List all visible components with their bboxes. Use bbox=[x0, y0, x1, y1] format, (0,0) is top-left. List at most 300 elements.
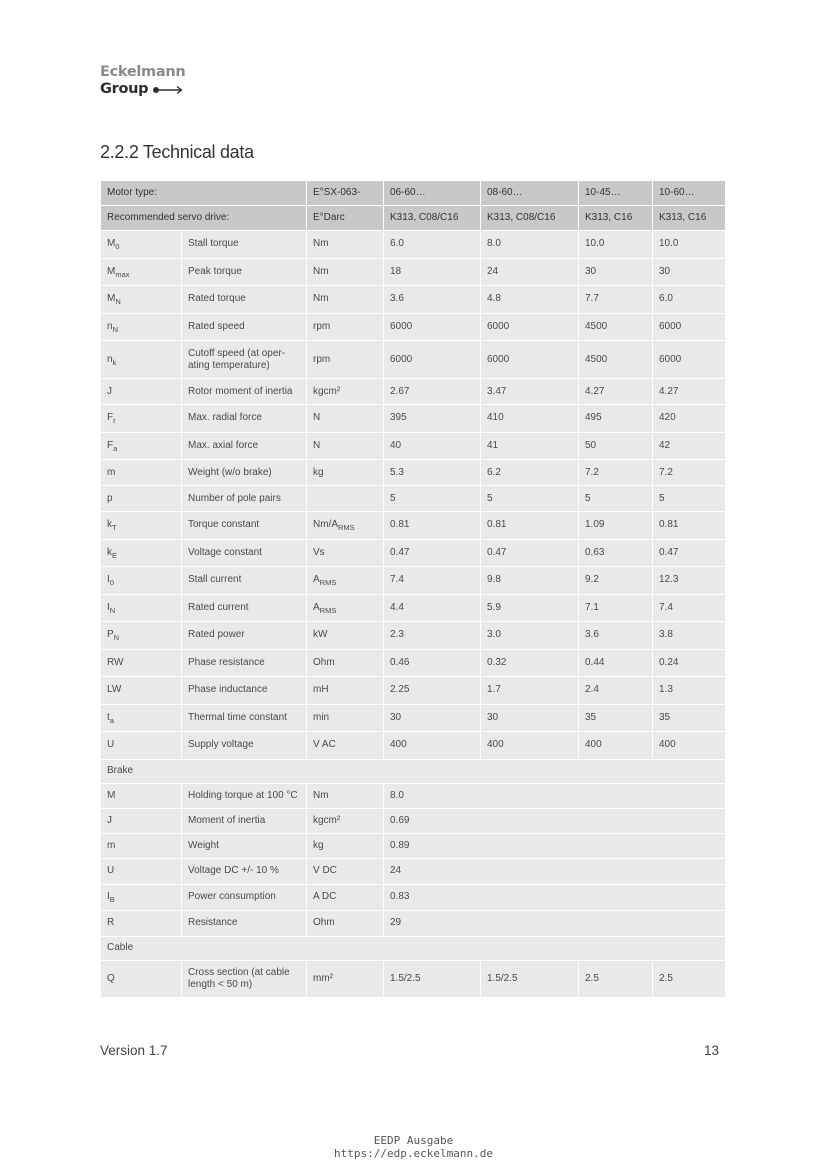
value-cell bbox=[384, 910, 726, 936]
unit: N bbox=[313, 412, 321, 424]
description-cell bbox=[182, 704, 307, 732]
value-cell bbox=[384, 341, 481, 379]
value-cell bbox=[481, 960, 579, 997]
value-cell bbox=[653, 960, 726, 997]
value: 6000 bbox=[659, 320, 682, 332]
description-cell bbox=[182, 432, 307, 460]
value-cell bbox=[579, 649, 653, 677]
value-cell bbox=[579, 622, 653, 650]
section-label-cable: Cable bbox=[107, 942, 134, 953]
symbol-cell bbox=[101, 732, 182, 760]
value-cell bbox=[481, 539, 579, 567]
unit-cell bbox=[307, 960, 384, 997]
logo-text-line2: Group bbox=[100, 81, 149, 97]
description-cell bbox=[182, 567, 307, 595]
symbol: n bbox=[107, 320, 113, 332]
section-label-cell bbox=[101, 759, 726, 783]
unit-subscript: RMS bbox=[319, 605, 337, 615]
header-value-cell bbox=[384, 181, 481, 206]
description: Power consumption bbox=[188, 891, 276, 902]
symbol: M bbox=[107, 265, 116, 277]
header-value: K313, C16 bbox=[659, 212, 707, 223]
value-cell bbox=[579, 567, 653, 595]
value: 4.8 bbox=[487, 293, 501, 305]
value: 395 bbox=[390, 412, 407, 424]
description-cell bbox=[182, 594, 307, 622]
value-cell bbox=[384, 258, 481, 286]
stamp-line1: EEDP Ausgabe bbox=[373, 1134, 454, 1147]
symbol-subscript: k bbox=[112, 357, 117, 367]
logo-text-line1: Eckelmann bbox=[100, 64, 186, 80]
brake-row bbox=[101, 808, 726, 833]
symbol: t bbox=[107, 711, 110, 723]
unit-cell bbox=[307, 286, 384, 314]
value: 0.81 bbox=[390, 519, 410, 531]
value-cell bbox=[384, 594, 481, 622]
symbol: RW bbox=[107, 656, 124, 668]
unit: Nm bbox=[313, 293, 329, 305]
value-cell bbox=[653, 512, 726, 540]
value: 7.4 bbox=[390, 574, 404, 586]
value: 6000 bbox=[390, 353, 413, 365]
value-cell bbox=[579, 512, 653, 540]
symbol: k bbox=[107, 519, 112, 531]
unit: min bbox=[313, 711, 330, 723]
unit: rpm bbox=[313, 353, 331, 365]
unit: Nm bbox=[313, 265, 329, 277]
unit: kg bbox=[313, 466, 324, 478]
value-cell bbox=[653, 594, 726, 622]
value: 400 bbox=[585, 739, 602, 751]
symbol-cell bbox=[101, 379, 182, 405]
description-cell bbox=[182, 379, 307, 405]
description-cell bbox=[182, 539, 307, 567]
symbol-cell bbox=[101, 231, 182, 259]
symbol-subscript: B bbox=[109, 895, 115, 904]
table-row bbox=[101, 732, 726, 760]
value: 2.5 bbox=[585, 972, 599, 984]
symbol-cell bbox=[101, 486, 182, 512]
symbol-cell bbox=[101, 286, 182, 314]
value: 6000 bbox=[487, 320, 510, 332]
value-cell bbox=[384, 677, 481, 705]
table-row bbox=[101, 539, 726, 567]
description-cell bbox=[182, 286, 307, 314]
unit-cell bbox=[307, 732, 384, 760]
symbol: J bbox=[107, 814, 112, 826]
value: 2.4 bbox=[585, 684, 599, 696]
unit: kg bbox=[313, 839, 324, 851]
value-cell bbox=[384, 567, 481, 595]
symbol: F bbox=[107, 439, 114, 451]
symbol-cell bbox=[101, 960, 182, 997]
header-label: Motor type: bbox=[107, 187, 158, 198]
symbol: F bbox=[107, 412, 114, 424]
unit-cell bbox=[307, 405, 384, 433]
value-cell bbox=[481, 594, 579, 622]
symbol: LW bbox=[107, 684, 122, 696]
symbol: U bbox=[107, 739, 115, 751]
symbol-cell bbox=[101, 512, 182, 540]
description: Rated power bbox=[188, 629, 245, 641]
value: 1.7 bbox=[487, 684, 501, 696]
unit: mm² bbox=[313, 972, 333, 984]
value: 7.1 bbox=[585, 601, 599, 613]
value: 0.69 bbox=[390, 814, 410, 826]
description: Rotor moment of inertia bbox=[188, 385, 293, 397]
section-row-brake bbox=[101, 759, 726, 783]
description: Max. axial force bbox=[188, 439, 259, 451]
header-label-cell bbox=[101, 206, 307, 231]
value-cell bbox=[579, 405, 653, 433]
value: 30 bbox=[390, 711, 402, 723]
value-cell bbox=[384, 313, 481, 341]
description-cell bbox=[182, 231, 307, 259]
technical-data-table bbox=[100, 180, 726, 998]
unit-cell bbox=[307, 341, 384, 379]
value-cell bbox=[481, 649, 579, 677]
symbol: m bbox=[107, 839, 116, 851]
table-row bbox=[101, 512, 726, 540]
brake-row bbox=[101, 884, 726, 910]
value: 3.47 bbox=[487, 385, 507, 397]
description: Voltage DC +/- 10 % bbox=[188, 865, 279, 876]
value-cell bbox=[384, 539, 481, 567]
header-value-cell bbox=[579, 181, 653, 206]
brake-row bbox=[101, 833, 726, 858]
value: 29 bbox=[390, 917, 402, 928]
description: Rated speed bbox=[188, 320, 245, 332]
value-cell bbox=[384, 649, 481, 677]
symbol-subscript: E bbox=[112, 550, 118, 560]
symbol-cell bbox=[101, 594, 182, 622]
company-logo bbox=[100, 64, 185, 98]
description: Holding torque at 100 °C bbox=[188, 789, 298, 801]
value-cell bbox=[384, 286, 481, 314]
header-value: 08-60… bbox=[487, 187, 523, 198]
description: Thermal time constant bbox=[188, 711, 287, 723]
value: 5 bbox=[487, 492, 493, 504]
header-value: K313, C08/C16 bbox=[390, 212, 459, 223]
value-cell bbox=[653, 539, 726, 567]
value-cell bbox=[481, 486, 579, 512]
symbol-subscript: N bbox=[113, 633, 120, 643]
value: 0.83 bbox=[390, 891, 410, 902]
value-cell bbox=[579, 677, 653, 705]
value: 9.8 bbox=[487, 574, 501, 586]
unit: mH bbox=[313, 684, 329, 696]
unit-cell bbox=[307, 486, 384, 512]
header-prefix: E°Darc bbox=[313, 212, 345, 223]
value: 41 bbox=[487, 439, 499, 451]
value: 6000 bbox=[390, 320, 413, 332]
description-cell bbox=[182, 405, 307, 433]
value: 10.0 bbox=[585, 238, 605, 250]
value: 410 bbox=[487, 412, 504, 424]
unit-cell bbox=[307, 783, 384, 808]
unit-cell bbox=[307, 833, 384, 858]
page-number: 13 bbox=[704, 1043, 720, 1058]
value: 6.0 bbox=[390, 238, 404, 250]
value-cell bbox=[653, 677, 726, 705]
symbol: M bbox=[107, 789, 116, 801]
value-cell bbox=[384, 460, 481, 486]
description: Resistance bbox=[188, 917, 238, 928]
symbol-cell bbox=[101, 460, 182, 486]
value-cell bbox=[653, 649, 726, 677]
description: Number of pole pairs bbox=[188, 492, 281, 504]
unit: Nm bbox=[313, 789, 329, 801]
value-cell bbox=[579, 379, 653, 405]
value: 400 bbox=[390, 739, 407, 751]
symbol-cell bbox=[101, 910, 182, 936]
value: 2.5 bbox=[659, 972, 673, 984]
symbol-cell bbox=[101, 677, 182, 705]
header-prefix: E°SX-063- bbox=[313, 187, 361, 198]
table-row bbox=[101, 567, 726, 595]
table-row bbox=[101, 649, 726, 677]
value-cell bbox=[481, 286, 579, 314]
value-cell bbox=[653, 622, 726, 650]
value: 4500 bbox=[585, 320, 608, 332]
description: Peak torque bbox=[188, 265, 242, 277]
unit: V AC bbox=[313, 739, 336, 751]
value-cell bbox=[653, 486, 726, 512]
value: 9.2 bbox=[585, 574, 599, 586]
description: Stall current bbox=[188, 574, 242, 586]
unit-cell bbox=[307, 884, 384, 910]
description-cell bbox=[182, 512, 307, 540]
unit-cell bbox=[307, 567, 384, 595]
unit-cell bbox=[307, 379, 384, 405]
value: 2.3 bbox=[390, 629, 404, 641]
value-cell bbox=[384, 833, 726, 858]
symbol: U bbox=[107, 865, 115, 876]
value: 24 bbox=[390, 865, 402, 876]
value: 0.81 bbox=[487, 519, 507, 531]
symbol-subscript: a bbox=[109, 715, 114, 725]
value-cell bbox=[653, 432, 726, 460]
symbol-cell bbox=[101, 649, 182, 677]
value-cell bbox=[384, 231, 481, 259]
description: Rated torque bbox=[188, 293, 246, 305]
symbol-cell bbox=[101, 704, 182, 732]
unit: V DC bbox=[313, 865, 337, 876]
value-cell bbox=[653, 313, 726, 341]
value: 3.6 bbox=[390, 293, 404, 305]
header-value-cell bbox=[653, 206, 726, 231]
value: 1.3 bbox=[659, 684, 673, 696]
unit-subscript: RMS bbox=[319, 578, 337, 588]
value-cell bbox=[481, 460, 579, 486]
value-cell bbox=[481, 567, 579, 595]
value-cell bbox=[481, 512, 579, 540]
value-cell bbox=[481, 313, 579, 341]
unit: kgcm² bbox=[313, 814, 341, 826]
description-cell bbox=[182, 258, 307, 286]
value: 400 bbox=[659, 739, 676, 751]
symbol-subscript: 0 bbox=[115, 242, 120, 252]
symbol-cell bbox=[101, 808, 182, 833]
value-cell bbox=[481, 732, 579, 760]
header-value-cell bbox=[481, 181, 579, 206]
cable-row bbox=[101, 960, 726, 997]
symbol-cell bbox=[101, 341, 182, 379]
value: 3.6 bbox=[585, 629, 599, 641]
symbol-subscript: max bbox=[115, 269, 130, 279]
value-cell bbox=[384, 379, 481, 405]
symbol-subscript: N bbox=[109, 605, 116, 615]
value-cell bbox=[579, 460, 653, 486]
value: 1.09 bbox=[585, 519, 605, 531]
value: 6000 bbox=[659, 353, 682, 365]
brake-row bbox=[101, 783, 726, 808]
value-cell bbox=[579, 231, 653, 259]
value: 12.3 bbox=[659, 574, 679, 586]
value-cell bbox=[579, 258, 653, 286]
footer-version: Version 1.7 bbox=[100, 1043, 168, 1058]
description: Torque constant bbox=[188, 519, 260, 531]
header-value-cell bbox=[481, 206, 579, 231]
value-cell bbox=[579, 286, 653, 314]
description-cell bbox=[182, 884, 307, 910]
value: 7.2 bbox=[585, 466, 599, 478]
table-row bbox=[101, 460, 726, 486]
symbol-subscript: T bbox=[112, 523, 117, 533]
value: 7.7 bbox=[585, 293, 599, 305]
value-cell bbox=[653, 405, 726, 433]
value-cell bbox=[481, 677, 579, 705]
unit-cell bbox=[307, 808, 384, 833]
value: 6000 bbox=[487, 353, 510, 365]
description: Max. radial force bbox=[188, 412, 262, 424]
value: 7.4 bbox=[659, 601, 673, 613]
description-cell bbox=[182, 486, 307, 512]
header-unit-cell bbox=[307, 206, 384, 231]
unit-cell bbox=[307, 594, 384, 622]
unit: kgcm² bbox=[313, 385, 341, 397]
description: Phase resistance bbox=[188, 656, 265, 668]
value-cell bbox=[653, 231, 726, 259]
header-value-cell bbox=[579, 206, 653, 231]
table-row bbox=[101, 258, 726, 286]
symbol: I bbox=[107, 574, 110, 586]
unit: Vs bbox=[313, 546, 325, 558]
symbol-cell bbox=[101, 783, 182, 808]
value-cell bbox=[384, 405, 481, 433]
unit-cell bbox=[307, 313, 384, 341]
symbol: n bbox=[107, 353, 113, 365]
value: 50 bbox=[585, 439, 597, 451]
section-label-cell bbox=[101, 936, 726, 960]
value: 5.9 bbox=[487, 601, 501, 613]
value-cell bbox=[579, 313, 653, 341]
description-cell bbox=[182, 649, 307, 677]
unit-cell bbox=[307, 622, 384, 650]
value: 1.5/2.5 bbox=[487, 972, 518, 984]
table-row bbox=[101, 231, 726, 259]
table-row bbox=[101, 677, 726, 705]
description: Cutoff speed (at oper-ating temperature) bbox=[188, 347, 286, 371]
value: 4.27 bbox=[659, 385, 679, 397]
value: 3.8 bbox=[659, 629, 673, 641]
table-row bbox=[101, 341, 726, 379]
table-row bbox=[101, 286, 726, 314]
description: Voltage constant bbox=[188, 546, 262, 558]
description-cell bbox=[182, 783, 307, 808]
unit-cell bbox=[307, 910, 384, 936]
value: 2.67 bbox=[390, 385, 410, 397]
value: 2.25 bbox=[390, 684, 410, 696]
symbol: P bbox=[107, 629, 114, 641]
header-value: 10-60… bbox=[659, 187, 695, 198]
value: 0.46 bbox=[390, 656, 410, 668]
unit-cell bbox=[307, 460, 384, 486]
header-unit-cell bbox=[307, 181, 384, 206]
description-cell bbox=[182, 732, 307, 760]
table-row bbox=[101, 594, 726, 622]
value-cell bbox=[579, 704, 653, 732]
description: Moment of inertia bbox=[188, 814, 266, 826]
header-value: K313, C08/C16 bbox=[487, 212, 556, 223]
symbol-cell bbox=[101, 405, 182, 433]
symbol-cell bbox=[101, 833, 182, 858]
description-cell bbox=[182, 313, 307, 341]
table-header-row bbox=[101, 206, 726, 231]
symbol: J bbox=[107, 385, 112, 397]
value: 10.0 bbox=[659, 238, 679, 250]
unit: Ohm bbox=[313, 917, 335, 928]
symbol: I bbox=[107, 891, 110, 902]
value-cell bbox=[384, 732, 481, 760]
unit-cell bbox=[307, 432, 384, 460]
value: 5 bbox=[659, 492, 665, 504]
symbol: m bbox=[107, 466, 116, 478]
symbol-cell bbox=[101, 858, 182, 884]
unit: kW bbox=[313, 629, 328, 641]
stamp-line2: https://edp.eckelmann.de bbox=[334, 1147, 493, 1160]
value: 1.5/2.5 bbox=[390, 972, 421, 984]
value: 30 bbox=[585, 265, 597, 277]
value-cell bbox=[579, 960, 653, 997]
symbol: k bbox=[107, 546, 112, 558]
value-cell bbox=[384, 783, 726, 808]
value: 0.63 bbox=[585, 546, 605, 558]
value: 42 bbox=[659, 439, 671, 451]
value-cell bbox=[653, 258, 726, 286]
value-cell bbox=[384, 512, 481, 540]
table-body bbox=[101, 181, 726, 998]
value: 0.47 bbox=[659, 546, 679, 558]
description-cell bbox=[182, 858, 307, 884]
symbol-cell bbox=[101, 258, 182, 286]
table-row bbox=[101, 704, 726, 732]
value: 6.2 bbox=[487, 466, 501, 478]
header-label-cell bbox=[101, 181, 307, 206]
table-row bbox=[101, 622, 726, 650]
header-label: Recommended servo drive: bbox=[107, 212, 230, 223]
value: 5 bbox=[390, 492, 396, 504]
symbol-cell bbox=[101, 884, 182, 910]
symbol-subscript: N bbox=[115, 297, 121, 307]
symbol: M bbox=[107, 238, 116, 250]
header-value: K313, C16 bbox=[585, 212, 633, 223]
description-cell bbox=[182, 341, 307, 379]
value: 0.47 bbox=[487, 546, 507, 558]
value: 0.24 bbox=[659, 656, 679, 668]
symbol: M bbox=[107, 293, 116, 305]
value-cell bbox=[579, 539, 653, 567]
